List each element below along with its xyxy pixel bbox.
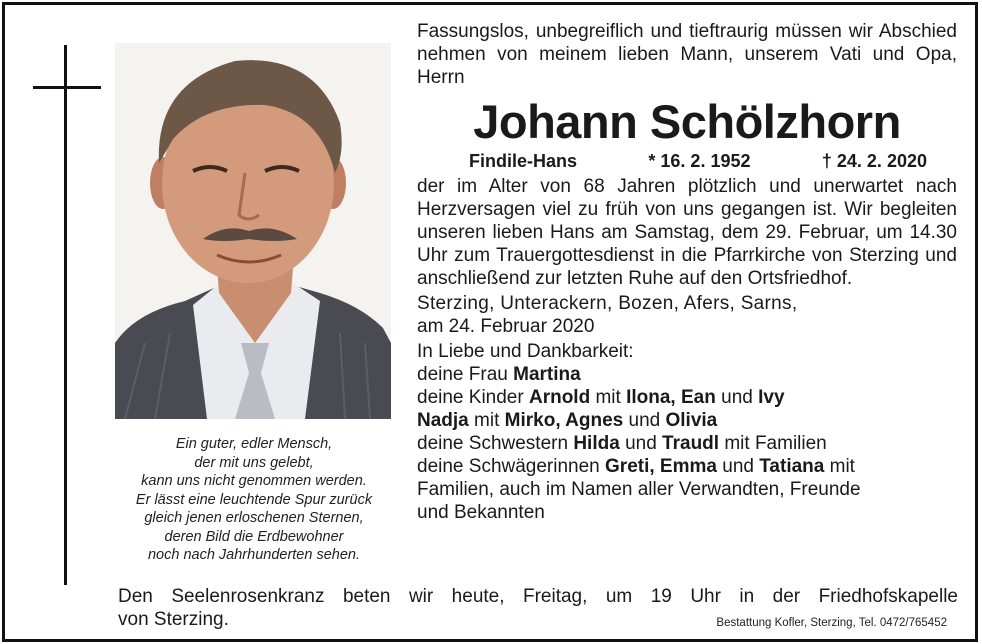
nickname: Findile-Hans (469, 151, 578, 171)
verse-line: kann uns nicht genommen werden. (141, 473, 367, 489)
place-date: am 24. Februar 2020 (417, 316, 595, 337)
family-closing: Familien, auch im Namen aller Verwandten, Freunde (417, 479, 861, 500)
funeral-announcement: der im Alter von 68 Jahren plötzlich und unerwartet nach Herzversagen viel zu früh von uns gegangen ist. Wir begleiten unseren lieben Hans am Samstag, dem 29. Februar, um 14.30 Uhr zum Trauergottesdienst in die Pfarrkirche von Sterzing und anschließend zur letzten Ruhe auf den Ortsfriedhof. (417, 176, 957, 289)
obituary-notice (2, 2, 978, 642)
family-heading: In Liebe und Dankbarkeit: (417, 341, 634, 362)
family-line-sisters: deine Schwestern Hilda und Traudl mit Familien (417, 433, 827, 454)
cross-icon (64, 45, 67, 585)
life-dates (417, 149, 957, 173)
verse-line: Er lässt eine leuchtende Spur zurück (135, 491, 373, 508)
verse-line: Ein guter, edler Mensch, (175, 436, 333, 452)
verse-line: deren Bild die Erdbewohner (164, 528, 344, 545)
cross-icon-bar (33, 86, 101, 89)
verse-line: der mit uns gelebt, (194, 454, 314, 471)
rosary-line-2: von Sterzing. (118, 609, 229, 630)
places: Sterzing, Unterackern, Bozen, Afers, Sarns, (417, 293, 798, 314)
death-date: † 24. 2. 2020 (821, 151, 927, 171)
verse-line: noch nach Jahrhunderten sehen. (147, 547, 361, 563)
family-line-wife: deine Frau Martina (417, 364, 581, 385)
memorial-verse (113, 435, 395, 565)
family-closing-2: und Bekannten (417, 502, 545, 523)
intro-text: Fassungslos, unbegreiflich und tieftraurig müssen wir Abschied nehmen von meinem lieben Mann, unserem Vati und Opa, Herrn (417, 21, 957, 88)
rosary-line: Den Seelenrosenkranz beten wir heute, Freitag, um 19 Uhr in der Friedhofskapelle (118, 586, 958, 607)
portrait-photo (115, 43, 391, 419)
family-line-children: deine Kinder Arnold mit Ilona, Ean und Ivy (417, 387, 785, 408)
family-list (417, 340, 957, 524)
undertaker-info: Bestattung Kofler, Sterzing, Tel. 0472/765452 (716, 617, 947, 629)
birth-date: * 16. 2. 1952 (648, 151, 751, 171)
verse-line: gleich jenen erloschenen Sternen, (144, 510, 364, 526)
family-line-children-2: Nadja mit Mirko, Agnes und Olivia (417, 410, 718, 431)
family-line-inlaws: deine Schwägerinnen Greti, Emma und Tatiana mit (417, 456, 855, 477)
notice-text-column (417, 20, 957, 524)
deceased-name: Johann Schölzhorn (473, 95, 901, 148)
